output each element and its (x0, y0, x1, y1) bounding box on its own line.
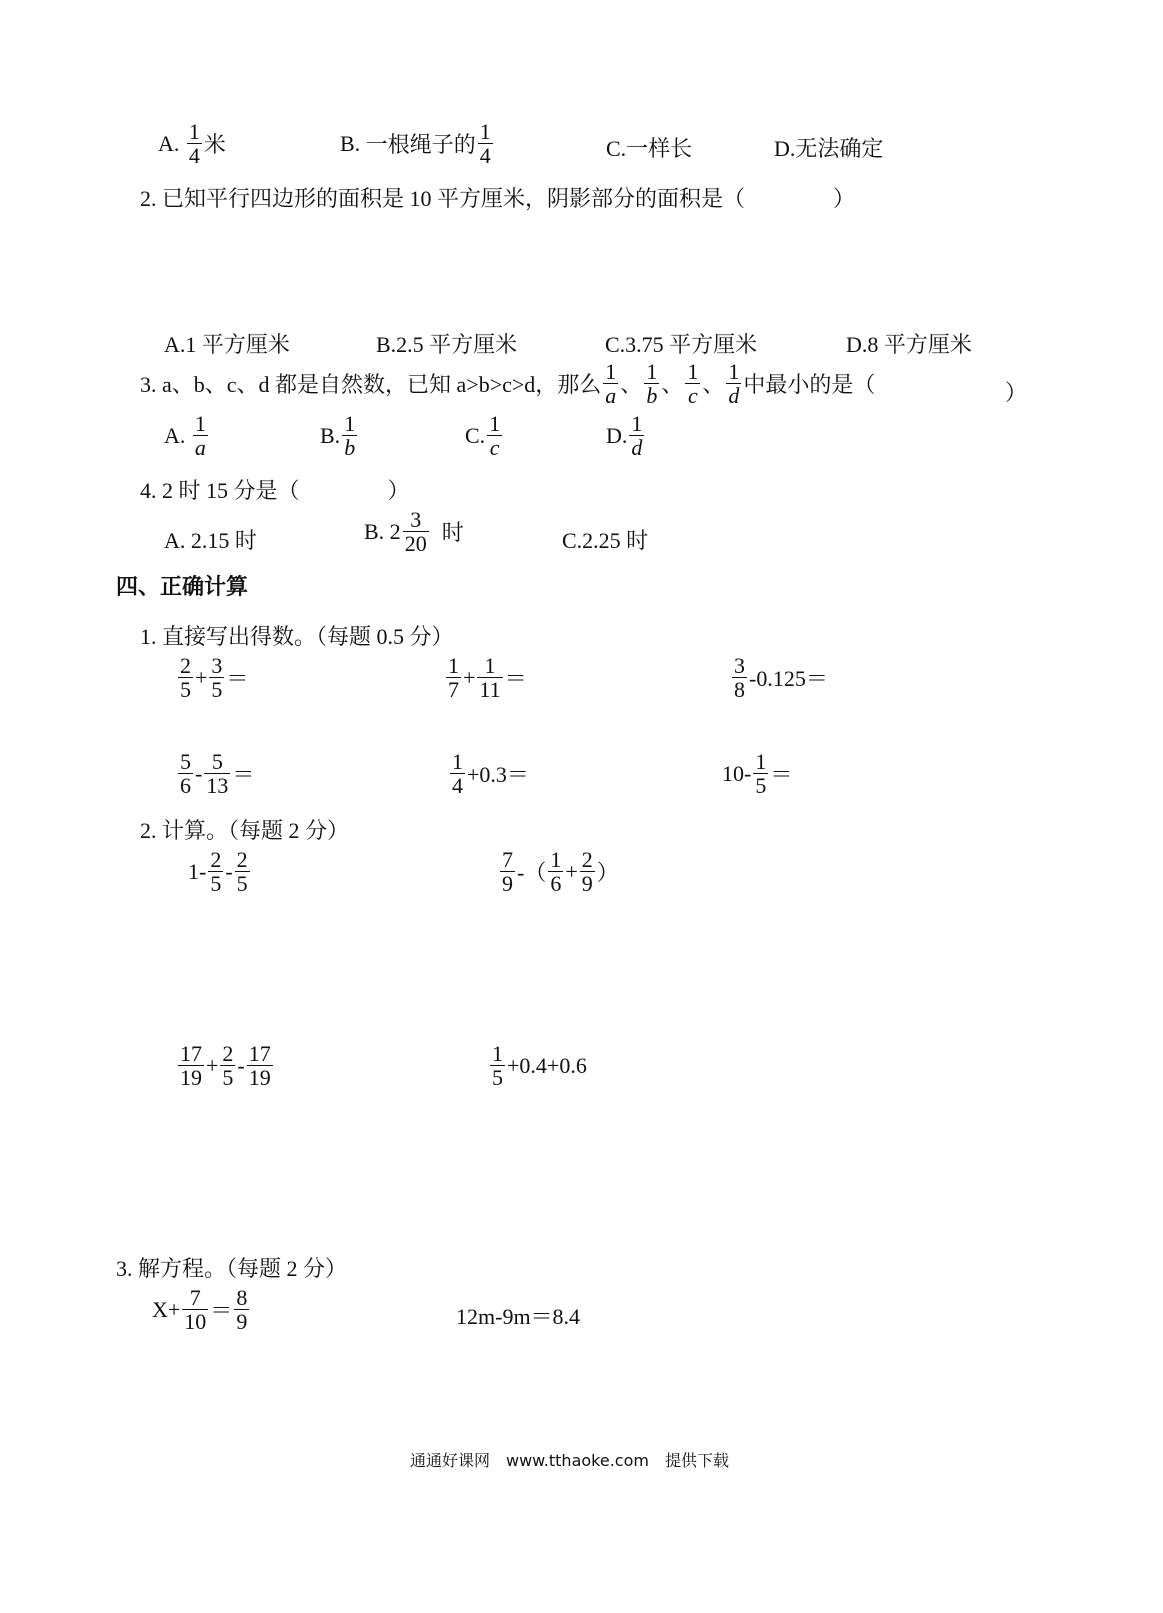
fraction: $\frac{1}{7}$ (448, 653, 459, 703)
subsection-2: 2. 计算。（每题 2 分） (140, 818, 350, 843)
fraction: $\frac{3}{5}$ (211, 653, 223, 703)
fraction: $\frac{1}{c}$ (489, 411, 501, 461)
fraction: $\frac{2}{5}$ (236, 847, 248, 897)
fraction: $\frac{1}{6}$ (550, 847, 562, 897)
fraction: $\frac{17}{19}$ (248, 1041, 271, 1091)
q2-option-b: B.2.5 平方厘米 (376, 332, 518, 357)
fraction: $\frac{2}{5}$ (222, 1041, 234, 1091)
question-2: 2. 已知平行四边形的面积是 10 平方厘米，阴影部分的面积是（ ） (140, 186, 856, 211)
q1-option-c: C.一样长 (606, 136, 693, 161)
q3-option-a: A. $\frac{1}{a}$ (164, 411, 206, 461)
fraction: $\frac{8}{9}$ (236, 1285, 248, 1335)
fraction: $\frac{1}{d}$ (728, 359, 740, 409)
fraction: $\frac{5}{13}$ (206, 749, 229, 799)
q3-option-d: D. $\frac{1}{d}$ (606, 411, 643, 461)
expr-7: 1- $\frac{2}{5}$ - $\frac{2}{5}$ (188, 847, 248, 897)
q4-option-a: A. 2.15 时 (164, 528, 257, 553)
fraction: $\frac{1}{a}$ (605, 359, 617, 409)
fraction: $\frac{1}{d}$ (631, 411, 643, 461)
q2-option-d: D.8 平方厘米 (846, 332, 972, 357)
equation-2: 12m-9m＝8.4 (456, 1304, 581, 1329)
fraction: $\frac{2}{5}$ (180, 653, 191, 703)
fraction: $\frac{1}{4}$ (452, 749, 463, 799)
q1-option-b: B. 一根绳子的 $\frac{1}{4}$ (340, 119, 491, 169)
expr-8: $\frac{7}{9}$ -（ $\frac{1}{6}$ + $\frac{2}{9}$ ） (502, 847, 619, 897)
subsection-1: 1. 直接写出得数。（每题 0.5 分） (140, 624, 454, 649)
q4-option-b: B. 2 $\frac{3}{20}$ 时 (364, 507, 464, 557)
expr-5: $\frac{1}{4}$ +0.3＝ (452, 749, 529, 799)
fraction: $\frac{1}{b}$ (646, 359, 658, 409)
expr-1: $\frac{2}{5}$ + $\frac{3}{5}$ ＝ (180, 653, 249, 703)
expr-3: $\frac{3}{8}$ -0.125＝ (734, 653, 828, 703)
expr-2: $\frac{1}{7}$ + $\frac{1}{11}$ ＝ (448, 653, 527, 703)
fraction: $\frac{1}{5}$ (492, 1041, 503, 1091)
expr-4: $\frac{5}{6}$ - $\frac{5}{13}$ ＝ (180, 749, 255, 799)
fraction: $\frac{2}{9}$ (581, 847, 593, 897)
q1-option-a: A. $\frac{1}{4}$ 米 (158, 119, 226, 169)
fraction: $\frac{7}{10}$ (184, 1285, 207, 1335)
q2-option-c: C.3.75 平方厘米 (605, 332, 758, 357)
fraction: $\frac{1}{4}$ (188, 119, 200, 169)
page-footer: 通通好课网 www.tthaoke.com 提供下载 (410, 1451, 729, 1470)
fraction: $\frac{1}{5}$ (755, 749, 767, 799)
q3-option-b: B. $\frac{1}{b}$ (320, 411, 356, 461)
fraction: $\frac{1}{b}$ (344, 411, 356, 461)
fraction: $\frac{3}{20}$ (404, 507, 427, 557)
expr-6: 10- $\frac{1}{5}$ ＝ (722, 749, 793, 799)
section-title: 四、正确计算 (116, 575, 249, 600)
q1-option-d: D.无法确定 (774, 136, 884, 161)
fraction: $\frac{2}{5}$ (210, 847, 222, 897)
q3-close-paren: ） (1005, 380, 1028, 405)
fraction: $\frac{17}{19}$ (180, 1041, 202, 1091)
q4-option-c: C.2.25 时 (562, 528, 649, 553)
q2-option-a: A.1 平方厘米 (164, 332, 290, 357)
fraction: $\frac{5}{6}$ (180, 749, 191, 799)
fraction: $\frac{1}{4}$ (479, 119, 491, 169)
subsection-3: 3. 解方程。（每题 2 分） (116, 1256, 348, 1281)
fraction: $\frac{1}{11}$ (479, 653, 501, 703)
fraction: $\frac{1}{a}$ (194, 411, 206, 461)
question-4: 4. 2 时 15 分是（ ） (140, 478, 410, 503)
question-3: 3. a、b、c、d 都是自然数，已知 a>b>c>d，那么 $\frac{1}{a}$ 、 $\frac{1}{b}$ 、 $\frac{1}{c}$ 、 $\frac{1}{d}$ 中最小的是（ (140, 359, 876, 409)
expr-9: $\frac{17}{19}$ + $\frac{2}{5}$ - $\frac{17}{19}$ (180, 1041, 271, 1091)
expr-10: $\frac{1}{5}$ +0.4+0.6 (492, 1041, 587, 1091)
fraction: $\frac{1}{c}$ (687, 359, 699, 409)
equation-1: X+ $\frac{7}{10}$ ＝ $\frac{8}{9}$ (152, 1285, 248, 1335)
fraction: $\frac{7}{9}$ (502, 847, 513, 897)
fraction: $\frac{3}{8}$ (734, 653, 745, 703)
q3-option-c: C. $\frac{1}{c}$ (465, 411, 501, 461)
